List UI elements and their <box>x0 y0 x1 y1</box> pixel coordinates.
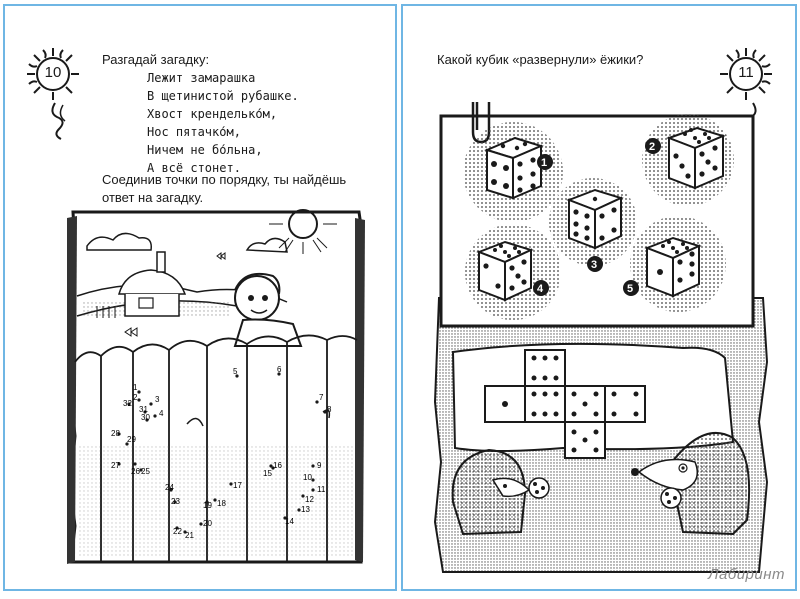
dot-number: 12 <box>305 495 314 504</box>
riddle-line: Лежит замарашка <box>147 71 256 85</box>
left-page <box>3 4 397 591</box>
cube-label: 3 <box>591 259 598 271</box>
dot-number: 26 <box>131 467 140 476</box>
riddle-line: Ничем не бо́льна, <box>147 143 263 157</box>
dot-number: 8 <box>327 405 332 414</box>
dot-number: 10 <box>303 473 312 482</box>
dot-number: 16 <box>273 461 282 470</box>
swirl-tail-icon <box>45 101 75 141</box>
dot-number: 32 <box>123 399 132 408</box>
dot-number: 18 <box>217 499 226 508</box>
dot-number: 23 <box>171 497 180 506</box>
task-title: Разгадай загадку: <box>102 52 210 67</box>
dot-to-dot-picture <box>67 206 365 566</box>
dot-number: 11 <box>317 485 326 494</box>
dot-number: 17 <box>233 481 242 490</box>
riddle-line: Нос пятачко́м, <box>147 125 241 139</box>
dot-number: 27 <box>111 461 120 470</box>
dot-number: 6 <box>277 365 282 374</box>
dot-number: 31 <box>139 405 148 414</box>
dot-number: 29 <box>127 435 136 444</box>
question-text: Какой кубик «развернули» ёжики? <box>437 52 644 67</box>
cube-label: 2 <box>649 141 656 153</box>
page-number-badge-right <box>718 46 774 102</box>
cube-label: 5 <box>627 283 634 295</box>
dot-number: 5 <box>233 367 238 376</box>
cube-option-4[interactable] <box>479 242 531 300</box>
dot-number: 4 <box>159 409 164 418</box>
cube-label: 1 <box>541 157 548 169</box>
page-number-right: 11 <box>738 64 754 81</box>
dot-number: 9 <box>317 461 322 470</box>
dot-number: 3 <box>155 395 160 404</box>
dot-number: 7 <box>319 393 324 402</box>
cube-option-3[interactable] <box>569 190 621 248</box>
right-page <box>401 4 797 591</box>
watermark-logo: Лабиринт <box>708 566 785 583</box>
cube-puzzle-illustration <box>433 102 773 577</box>
dot-number: 20 <box>203 519 212 528</box>
dot-number: 13 <box>301 505 310 514</box>
dot-number: 22 <box>173 527 182 536</box>
dot-number: 21 <box>185 531 194 540</box>
dot-number: 2 <box>133 393 138 402</box>
cube-option-2[interactable] <box>669 128 723 188</box>
riddle-poem <box>147 69 299 177</box>
dot-number: 14 <box>285 517 294 526</box>
dot-number: 15 <box>263 469 272 478</box>
dot-number: 1 <box>133 383 138 392</box>
instruction-line-1: Соединив точки по порядку, ты найдёшь <box>102 172 347 187</box>
dot-number: 30 <box>141 413 150 422</box>
riddle-line: Хвост кренделько́м, <box>147 107 278 121</box>
dot-number: 28 <box>111 429 120 438</box>
dot-number: 19 <box>203 501 212 510</box>
cube-option-1[interactable] <box>487 138 541 198</box>
instruction-line-2: ответ на загадку. <box>102 190 204 205</box>
riddle-line: В щетинистой рубашке. <box>147 89 299 103</box>
cube-option-5[interactable] <box>647 238 699 296</box>
page-number-left: 10 <box>44 64 62 81</box>
cube-label: 4 <box>537 283 544 295</box>
dot-number: 25 <box>141 467 150 476</box>
riddle-line: А всё стонет. <box>147 161 241 175</box>
page-number-badge-left <box>25 46 81 102</box>
dot-number: 24 <box>165 483 174 492</box>
